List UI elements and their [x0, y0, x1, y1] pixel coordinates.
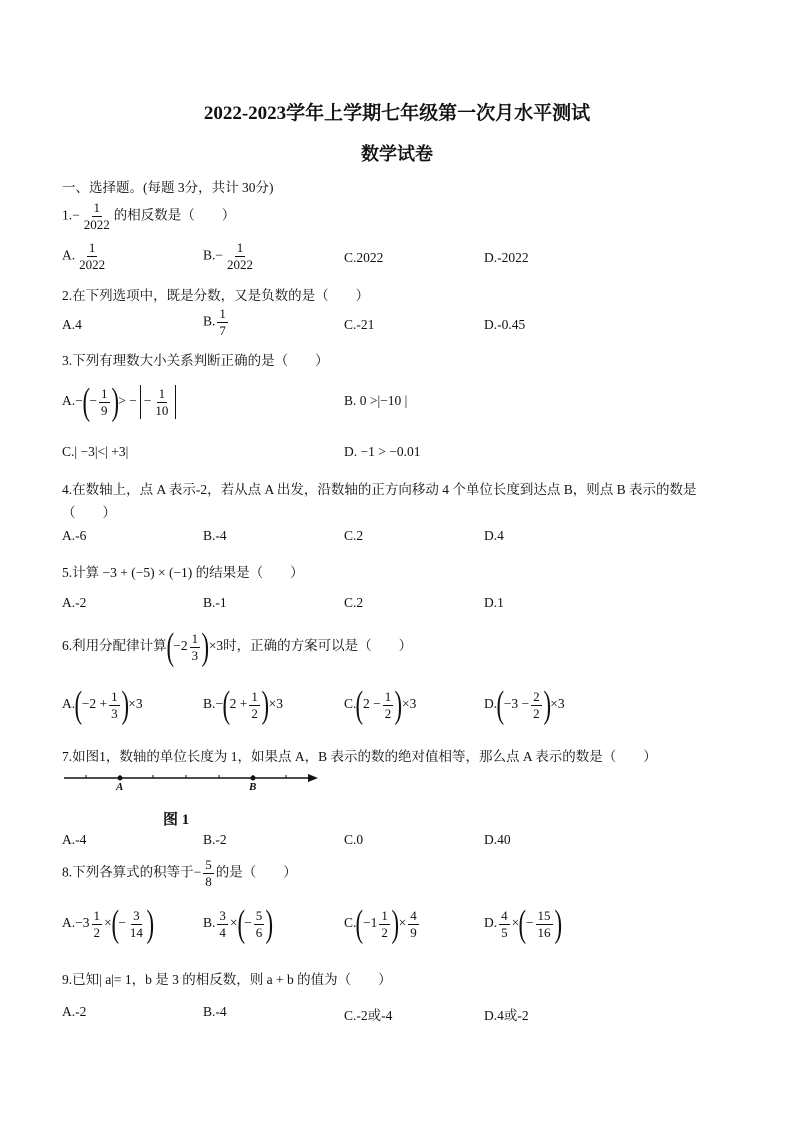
figure-caption: 图 1: [163, 812, 190, 828]
q2-option-a: A.4: [62, 317, 82, 332]
q9-option-a: A.-2: [62, 1004, 87, 1019]
q1-option-a: A. $\frac{1}{2022}$: [62, 240, 106, 272]
section-heading: 一、选择题。(每题 3分，共计 30分): [62, 180, 274, 195]
q8-option-a: A.−3 $\frac{1}{2}$ ×(− $\frac{3}{14}$ ): [62, 903, 155, 945]
q4-option-d: D.4: [484, 528, 504, 543]
question-2: 2.在下列选项中，既是分数，又是负数的是（ ）: [62, 288, 370, 303]
q9-option-d: D.4或-2: [484, 1008, 529, 1023]
q3-option-c: C.| −3|<| +3|: [62, 444, 129, 459]
q8-option-c: C.(−1 $\frac{1}{2}$ )× $\frac{4}{9}$: [344, 903, 417, 945]
q9-option-b: B.-4: [203, 1004, 227, 1019]
q9-option-c: C.-2或-4: [344, 1008, 393, 1023]
point-b-dot: [251, 776, 256, 781]
q6-option-b: B.−(2 + $\frac{1}{2}$ )×3: [203, 684, 283, 726]
number-line-arrow: [308, 774, 318, 782]
question-4-paren: （ ）: [62, 505, 116, 520]
fraction: $\frac{1}{2022}$: [83, 200, 110, 232]
question-3: 3.下列有理数大小关系判断正确的是（ ）: [62, 353, 329, 368]
q3-option-a: A.−(− $\frac{1}{9}$ )> − − $\frac{1}{10}$: [62, 383, 179, 421]
question-4: 4.在数轴上，点 A 表示-2，若从点 A 出发，沿数轴的正方向移动 4 个单位长度到达点 B，则点 B 表示的数是: [62, 482, 697, 497]
question-9: 9.已知| a|= 1，b 是 3 的相反数，则 a + b 的值为（ ）: [62, 972, 392, 987]
number-line-figure: [60, 768, 325, 798]
q5-option-c: C.2: [344, 595, 364, 610]
question-6: 6.利用分配律计算(−2 $\frac{1}{3}$ )×3时，正确的方案可以是（ ）: [62, 626, 413, 668]
q8-option-d: D. $\frac{4}{5}$ ×(− $\frac{15}{16}$ ): [484, 903, 562, 945]
q5-option-a: A.-2: [62, 595, 87, 610]
q3-option-b: B. 0 >|−10 |: [344, 393, 408, 408]
point-a-dot: [118, 776, 123, 781]
question-5: 5.计算 −3 + (−5) × (−1) 的结果是（ ）: [62, 565, 304, 580]
q3-option-d: D. −1 > −0.01: [344, 444, 421, 459]
q6-option-a: A.(−2 + $\frac{1}{3}$ )×3: [62, 684, 143, 726]
q6-option-d: D.(−3 − $\frac{2}{2}$ )×3: [484, 684, 565, 726]
q6-option-c: C.(2 − $\frac{1}{2}$ )×3: [344, 684, 417, 726]
page-title: 2022-2023学年上学期七年级第一次月水平测试: [203, 103, 591, 124]
q1-option-c: C.2022: [344, 250, 384, 265]
point-a-label: A: [116, 781, 124, 793]
q4-option-a: A.-6: [62, 528, 87, 543]
question-8: 8.下列各算式的积等于− $\frac{5}{8}$ 的是（ ）: [62, 857, 297, 889]
q2-option-b: B. $\frac{1}{7}$: [203, 306, 226, 338]
q7-option-d: D.40: [484, 832, 511, 847]
question-7: 7.如图1，数轴的单位长度为 1，如果点 A，B 表示的数的绝对值相等，那么点 A 表示的数是（ ）: [62, 749, 657, 764]
page-subtitle: 数学试卷: [361, 144, 433, 164]
q1-option-d: D.-2022: [484, 250, 529, 265]
q1-option-b: B.− $\frac{1}{2022}$: [203, 240, 254, 272]
q7-option-b: B.-2: [203, 832, 227, 847]
q2-option-d: D.-0.45: [484, 317, 526, 332]
question-1: 1.− $\frac{1}{2022}$ 的相反数是（ ）: [62, 200, 236, 232]
q7-option-a: A.-4: [62, 832, 87, 847]
point-b-label: B: [249, 781, 257, 793]
q2-option-c: C.-21: [344, 317, 375, 332]
q5-option-d: D.1: [484, 595, 504, 610]
q4-option-b: B.-4: [203, 528, 227, 543]
q5-option-b: B.-1: [203, 595, 227, 610]
q7-option-c: C.0: [344, 832, 364, 847]
q8-option-b: B. $\frac{3}{4}$ ×(− $\frac{5}{6}$ ): [203, 903, 274, 945]
q4-option-c: C.2: [344, 528, 364, 543]
